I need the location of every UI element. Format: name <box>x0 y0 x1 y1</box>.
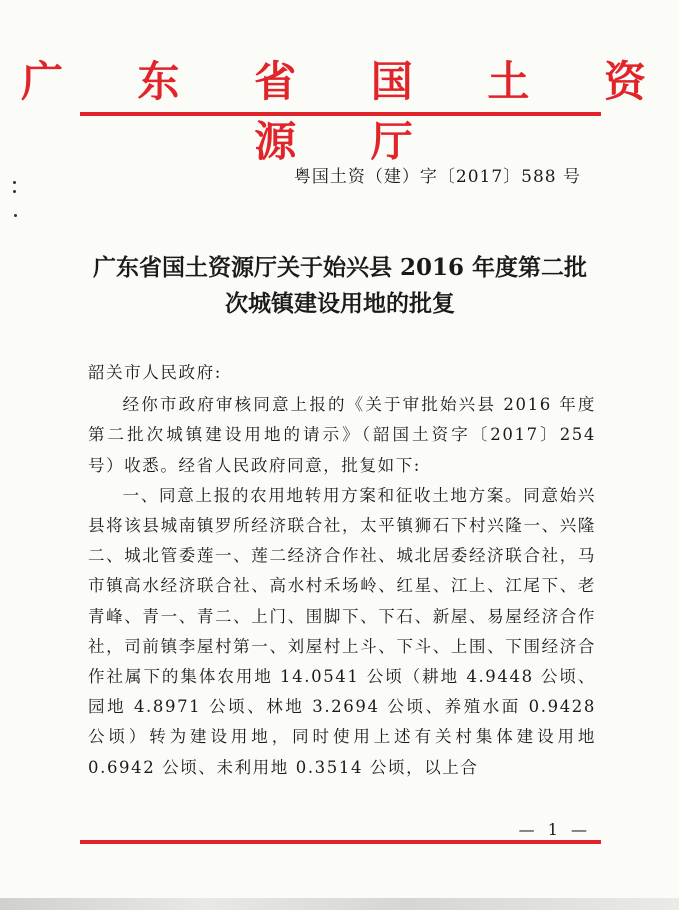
document-title <box>60 250 620 322</box>
scan-mark <box>13 181 16 184</box>
title-line-1: 广东省国土资源厅关于始兴县 2016 年度第二批 <box>92 254 588 281</box>
document-body <box>88 358 596 783</box>
header-red-rule <box>80 112 601 116</box>
scan-mark <box>14 214 17 217</box>
salutation: 韶关市人民政府: <box>88 363 222 382</box>
document-number: 粤国土资（建）字〔2017〕588 号 <box>293 167 581 187</box>
issuing-authority-header: 广 东 省 国 土 资 源 厅 <box>20 57 677 166</box>
title-line-2: 次城镇建设用地的批复 <box>225 290 455 317</box>
page-number: — 1 — <box>518 820 591 839</box>
scan-mark <box>13 190 16 193</box>
footer-red-rule <box>80 840 601 844</box>
next-page-edge <box>0 898 679 910</box>
paragraph-approval-item-1: 一、同意上报的农用地转用方案和征收土地方案。同意始兴县将该县城南镇罗所经济联合社，太平镇狮石下村兴隆一、兴隆二、城北管委莲一、莲二经济合作社、城北居委经济联合社，马市镇高水经济联合社、高水村禾场岭、红星、江上、江尾下、老青峰、青一、青二、上门、围脚下、下石、新屋、易屋经济合作社，司前镇李屋村第一、刘屋村上斗、下斗、上围、下围经济合作社属下的集体农用地 14.0541 公顷（耕地 4.9448 公顷、园地 4.8971 公顷、林地 3.2694 公顷、养殖水面 0.9428 公顷）转为建设用地，同时使用上述有关村集体建设用地 0.6942 公顷、未利用地 0.3514 公顷，以上合 <box>88 485 596 777</box>
paragraph-receipt: 经你市政府审核同意上报的《关于审批始兴县 2016 年度第二批次城镇建设用地的请示》（韶国土资字〔2017〕254 号）收悉。经省人民政府同意，批复如下: <box>88 395 596 475</box>
